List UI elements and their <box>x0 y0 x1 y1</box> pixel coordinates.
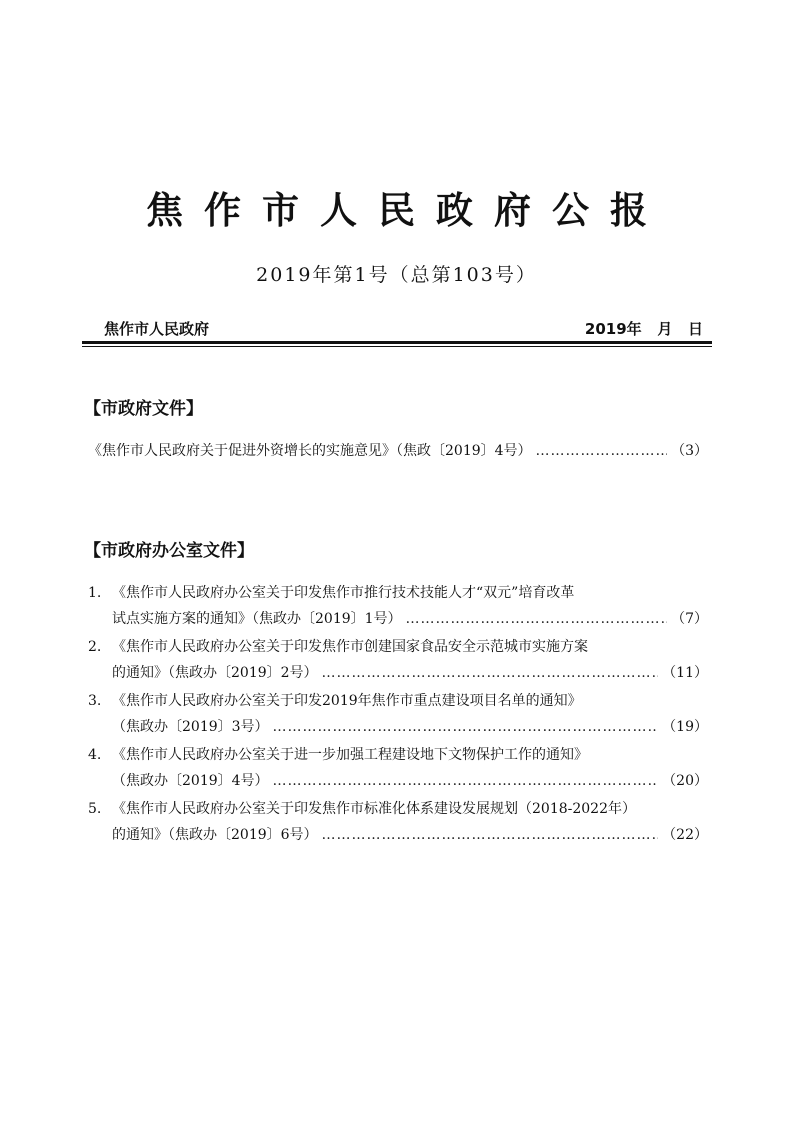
toc-entry-line[interactable] <box>88 636 708 658</box>
header-rule-thin <box>82 346 712 347</box>
toc-entry-title: 《焦作市人民政府关于促进外资增长的实施意见》（焦政〔2019〕4号） <box>88 443 532 459</box>
toc-entry-title: 《焦作市人民政府办公室关于印发焦作市推行技术技能人才“双元”培育改革 <box>112 585 575 601</box>
toc-entry-title-cont: 试点实施方案的通知》（焦政办〔2019〕1号） <box>112 611 402 627</box>
toc-entry-number: 5. <box>88 801 102 817</box>
issue-number: 2019年第1号（总第103号） <box>256 264 537 286</box>
toc-page-number: （20） <box>662 773 708 789</box>
toc-page-number: （22） <box>662 827 708 843</box>
toc-entry-number: 3. <box>88 693 102 709</box>
toc-entry-line[interactable] <box>112 770 708 792</box>
toc-entry-title-cont: （焦政办〔2019〕3号） <box>112 719 269 735</box>
toc-page-number: （19） <box>662 719 708 735</box>
toc-entry-line[interactable] <box>112 662 708 684</box>
toc-leader-dots <box>406 608 668 630</box>
toc-leader-dots <box>322 824 659 846</box>
toc-entry-line[interactable] <box>112 608 708 630</box>
toc-entry-title-cont: 的通知》（焦政办〔2019〕6号） <box>112 827 318 843</box>
toc-page-number: （3） <box>671 443 708 459</box>
toc-entry-title-cont: 的通知》（焦政办〔2019〕2号） <box>112 665 318 681</box>
toc-entry-number: 4. <box>88 747 102 763</box>
toc-leader-dots <box>536 440 668 462</box>
toc-entry-line[interactable] <box>88 744 708 766</box>
toc-entry-title: 《焦作市人民政府办公室关于进一步加强工程建设地下文物保护工作的通知》 <box>112 747 588 763</box>
section-heading-government-office-documents: 【市政府办公室文件】 <box>84 541 254 561</box>
toc-entry-title: 《焦作市人民政府办公室关于印发2019年焦作市重点建设项目名单的通知》 <box>112 693 582 709</box>
toc-entry-line[interactable] <box>88 690 708 712</box>
toc-leader-dots <box>273 770 659 792</box>
bulletin-title: 焦作市人民政府公报 <box>146 189 668 232</box>
toc-leader-dots <box>273 716 659 738</box>
toc-entry-line[interactable] <box>112 716 708 738</box>
toc-entry-title: 《焦作市人民政府办公室关于印发焦作市创建国家食品安全示范城市实施方案 <box>112 639 588 655</box>
toc-entry-line[interactable] <box>112 824 708 846</box>
issuer-name: 焦作市人民政府 <box>104 320 210 338</box>
toc-page-number: （7） <box>671 611 708 627</box>
toc-entry-number: 1. <box>88 585 102 601</box>
toc-entry[interactable] <box>88 440 708 462</box>
toc-entry-line[interactable] <box>88 582 708 604</box>
header-rule-thick <box>82 341 712 344</box>
toc-entry-line[interactable] <box>88 798 708 820</box>
toc-entry-title: 《焦作市人民政府办公室关于印发焦作市标准化体系建设发展规划（2018-2022年） <box>112 801 636 817</box>
issue-date: 2019年 月 日 <box>584 320 703 338</box>
section-heading-city-government-documents: 【市政府文件】 <box>84 399 203 419</box>
toc-page-number: （11） <box>662 665 708 681</box>
toc-leader-dots <box>322 662 659 684</box>
toc-entry-number: 2. <box>88 639 102 655</box>
toc-entry-title-cont: （焦政办〔2019〕4号） <box>112 773 269 789</box>
